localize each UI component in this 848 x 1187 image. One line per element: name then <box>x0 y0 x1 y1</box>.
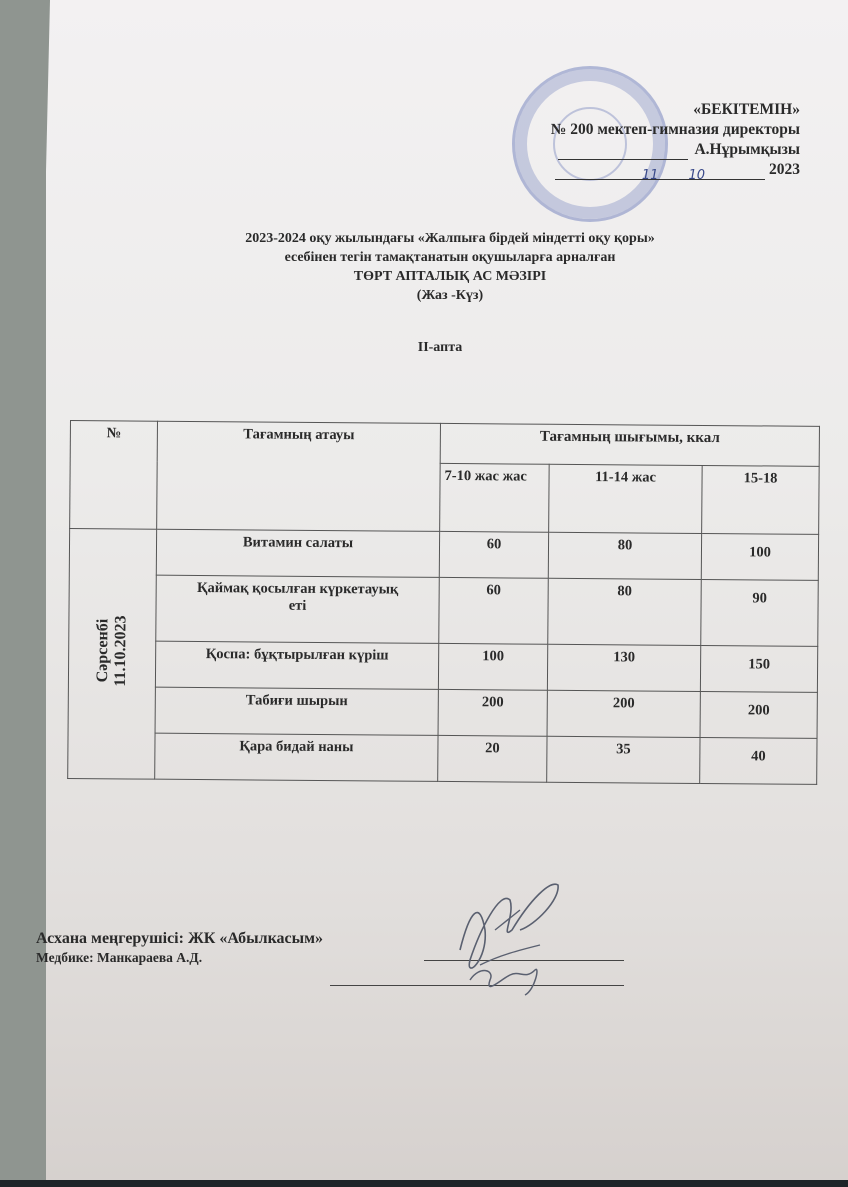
kcal-15-18: 40 <box>700 737 817 784</box>
signatures-block <box>36 930 323 966</box>
kcal-15-18: 100 <box>701 533 818 580</box>
day-cell <box>68 529 157 780</box>
kcal-11-14: 80 <box>548 578 702 645</box>
kcal-7-10: 20 <box>438 735 547 782</box>
approval-position: № 200 мектеп-гимназия директоры <box>550 121 800 138</box>
director-name: А.Нұрымқызы <box>694 141 800 158</box>
header-dish-name: Тағамның атауы <box>157 421 441 531</box>
week-label: ІІ-апта <box>417 340 463 355</box>
date-day: 11 <box>641 168 659 183</box>
dish-name: Витамин салаты <box>156 529 439 577</box>
kcal-11-14: 200 <box>547 690 700 737</box>
table-row <box>68 640 817 692</box>
kcal-7-10: 60 <box>439 531 548 578</box>
season-label: (Жаз -Күз) <box>416 288 484 303</box>
date-month: 10 <box>688 168 705 183</box>
day-label <box>94 616 131 687</box>
director-signature-line <box>558 145 688 160</box>
handwritten-signature-icon <box>440 870 580 1010</box>
document-title: ТӨРТ АПТАЛЫҚ АС МӘЗІРІ <box>353 269 547 284</box>
kcal-11-14: 80 <box>548 532 701 579</box>
dish-name: Қоспа: бұқтырылған күріш <box>155 641 438 689</box>
header-output: Тағамның шығымы, ккал <box>440 423 819 466</box>
approval-date-row <box>551 160 800 183</box>
approval-block <box>550 100 800 183</box>
kcal-7-10: 100 <box>438 643 547 690</box>
kcal-7-10: 60 <box>439 577 549 644</box>
header-line-2: есебінен тегін тамақтанатын оқушыларға арналған <box>284 250 616 265</box>
header-age-15-18: 15-18 <box>702 465 820 534</box>
table-row <box>68 732 817 784</box>
approval-title: «БЕКІТЕМІН» <box>693 101 800 118</box>
kcal-15-18: 150 <box>700 645 817 692</box>
weekday: Сәрсенбі <box>93 619 112 684</box>
date-line <box>555 165 765 183</box>
dish-name: Қаймақ қосылған күркетауық еті <box>156 575 440 643</box>
header-age-7-10: 7-10 жас жас <box>440 463 550 532</box>
kcal-7-10: 200 <box>438 689 547 736</box>
day-date: 11.10.2023 <box>111 615 130 688</box>
table-row <box>69 529 818 581</box>
kcal-11-14: 35 <box>547 736 700 783</box>
menu-table <box>67 420 820 785</box>
header-no: № <box>70 421 158 530</box>
approval-signature-row <box>551 140 800 160</box>
table-row <box>69 574 818 646</box>
table-header-row <box>70 421 819 467</box>
kcal-15-18: 200 <box>700 691 817 738</box>
kcal-15-18: 90 <box>701 579 819 646</box>
header-age-11-14: 11-14 жас <box>549 464 703 533</box>
header-line-1: 2023-2024 оқу жылындағы «Жалпыға бірдей міндетті оқу қоры» <box>245 231 655 246</box>
date-year: 2023 <box>769 161 800 178</box>
document-header <box>150 229 750 305</box>
kcal-11-14: 130 <box>547 644 700 691</box>
nurse-label: Медбике: Манкараева А.Д. <box>36 950 203 965</box>
dish-name: Қара бидай наны <box>155 733 438 781</box>
background-edge <box>0 1180 848 1187</box>
canteen-head-label: Асхана меңгерушісі: ЖК «Абылкасым» <box>36 930 324 947</box>
table-row <box>68 686 817 738</box>
dish-name: Табиғи шырын <box>155 687 438 735</box>
